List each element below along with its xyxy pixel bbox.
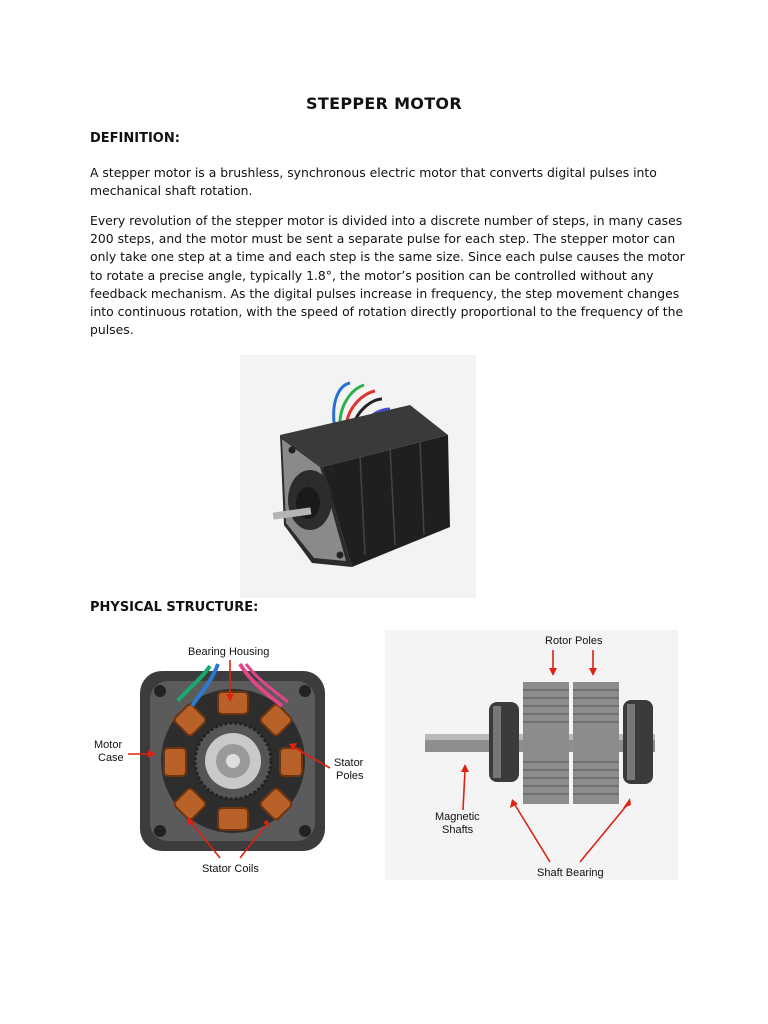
definition-heading: DEFINITION: — [90, 131, 180, 146]
label-shaft-bearing: Shaft Bearing — [537, 867, 604, 879]
label-motor-case-line2: Case — [98, 752, 124, 764]
stepper-motor-photo — [240, 355, 476, 598]
label-rotor-poles: Rotor Poles — [545, 635, 603, 647]
physical-structure-heading: PHYSICAL STRUCTURE: — [90, 600, 259, 615]
label-stator-coils: Stator Coils — [202, 863, 259, 875]
definition-paragraph-1: A stepper motor is a brushless, synchronous electric motor that converts digital pulses into mechanical shaft rotation. — [90, 165, 657, 199]
label-bearing-housing: Bearing Housing — [188, 646, 270, 658]
label-stator-poles-line2: Poles — [336, 770, 364, 782]
label-stator-poles-line1: Stator — [334, 757, 364, 769]
stepper-cross-section-figure — [90, 636, 380, 886]
page-title: STEPPER MOTOR — [306, 94, 462, 113]
definition-paragraph-2: Every revolution of the stepper motor is divided into a discrete number of steps, in many cases 200 steps, and the motor must be sent a separate pulse for each step. The stepper motor can only take one step at a time and each step is the same size. Since each pulse causes the motor to rotate a precise angle, typically 1.8°, the motor’s position can be controlled without any feedback mechanism. As the digital pulses increase in frequency, the step movement changes into continuous rotation, with the speed of rotation directly proportional to the frequency of the pulses. — [90, 213, 685, 338]
label-magnetic-shafts-line2: Shafts — [442, 824, 474, 836]
label-magnetic-shafts-line1: Magnetic — [435, 811, 480, 823]
rotor-assembly-figure — [385, 630, 678, 880]
label-motor-case-line1: Motor — [94, 739, 123, 751]
